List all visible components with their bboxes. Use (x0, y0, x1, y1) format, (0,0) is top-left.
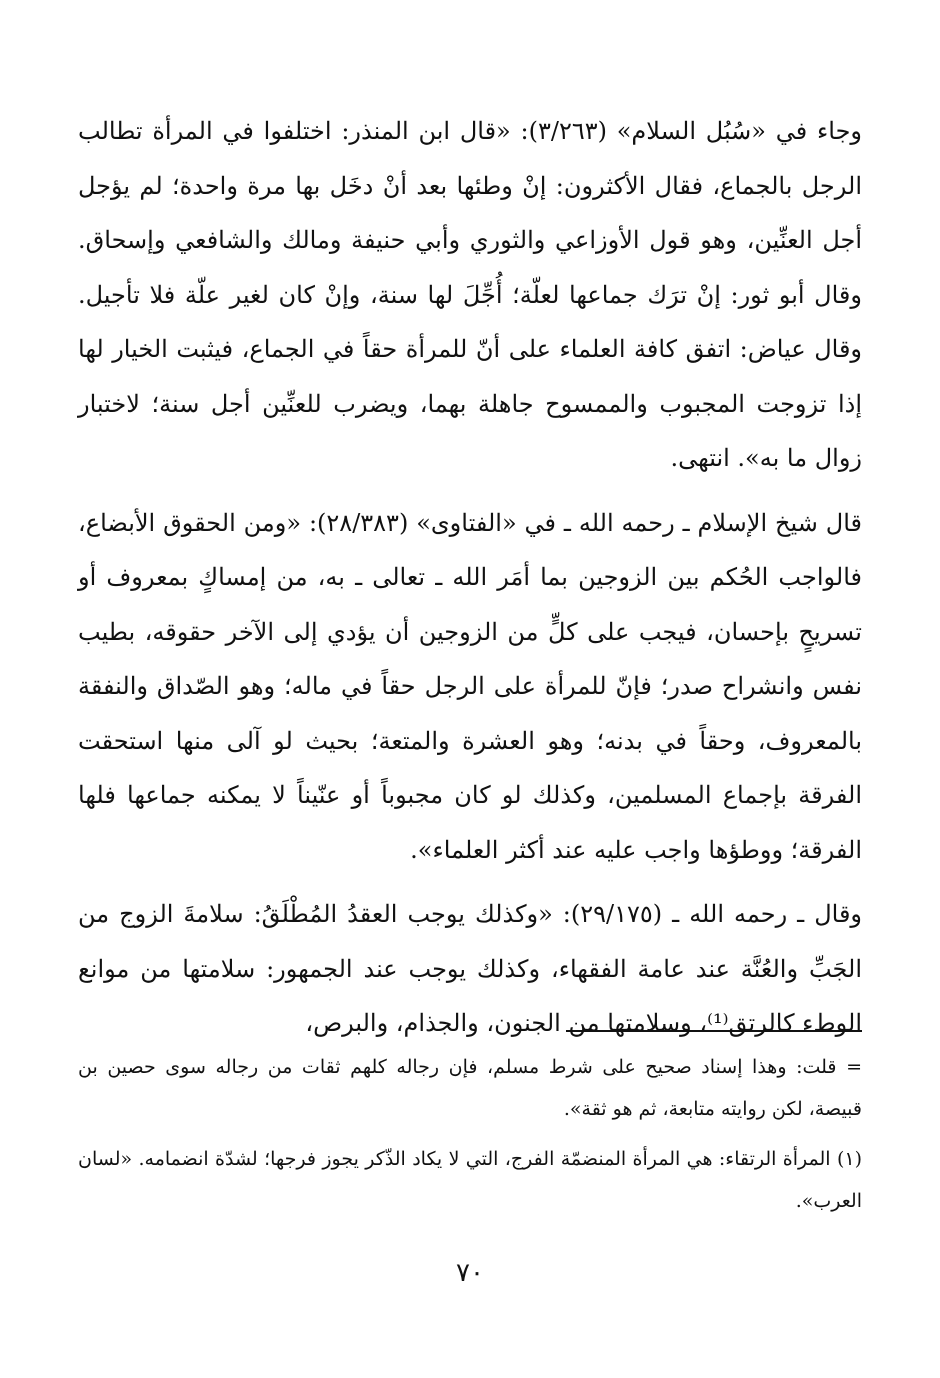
paragraph-subul-al-salam: وجاء في «سُبُل السلام» (٣/٢٦٣): «قال ابن المنذر: اختلفوا في المرأة تطالب الرجل بالجماع، فقال الأكثرون: إنْ وطئها بعد أنْ دخَل بها مرة واحدة؛ لم يؤجل أجل العنِّين، وهو قول الأوزاعي والثوري وأبي حنيفة ومالك والشافعي وإسحاق. وقال أبو ثور: إنْ ترَك جماعها لعلّة؛ أُجِّلَ لها سنة، وإنْ كان لغير علّة فلا تأجيل. وقال عياض: اتفق كافة العلماء على أنّ للمرأة حقاً في الجماع، فيثبت الخيار لها إذا تزوجت المجبوب والممسوح جاهلة بهما، ويضرب للعنِّين أجل سنة؛ لاختبار زوال ما به». انتهى. (78, 117, 863, 472)
footnote-continuation: = قلت: وهذا إسناد صحيح على شرط مسلم، فإن رجاله كلهم ثقات من رجاله سوى حصين بن قبيصة، لكن روايته متابعة، ثم هو ثقة». (78, 1056, 862, 1120)
footnotes-block (78, 1046, 862, 1222)
main-text-block (78, 104, 862, 1051)
paragraph-marriage-contract: وقال ـ رحمه الله ـ (٢٩/١٧٥): «وكذلك يوجب العقدُ المُطْلَقُ: سلامةَ الزوج من الجَبِّ والعُنَّة عند عامة الفقهاء، وكذلك يوجب عند الجمهور: سلامتها من موانع الوطء كالرتق⁽¹⁾، وسلامتها من الجنون، والجذام، والبرص، (78, 900, 863, 1037)
paragraph-ibn-taymiyyah-fatawa: قال شيخ الإسلام ـ رحمه الله ـ في «الفتاوى» (٢٨/٣٨٣): «ومن الحقوق الأبضاع، فالواجب الحُكم بين الزوجين بما أمَر الله ـ تعالى ـ به، من إمساكٍ بمعروف أو تسريحٍ بإحسان، فيجب على كلٍّ من الزوجين أن يؤدي إلى الآخر حقوقه، بطيب نفس وانشراح صدر؛ فإنّ للمرأة على الرجل حقاً في ماله؛ وهو الصّداق والنفقة بالمعروف، وحقاً في بدنه؛ وهو العشرة والمتعة؛ بحيث لو آلى منها استحقت الفرقة بإجماع المسلمين، وكذلك لو كان مجبوباً أو عنّيناً لا يمكنه جماعها فلها الفرقة؛ ووطؤها واجب عليه عند أكثر العلماء». (78, 508, 863, 864)
page-number: ٧٠ (456, 1258, 484, 1288)
footnote-separator (566, 1030, 862, 1032)
footnote-1: (١) المرأة الرتقاء: هي المرأة المنضمّة الفرج، التي لا يكاد الذّكر يجوز فرجها؛ لشدّة انضمامه. «لسان العرب». (78, 1148, 862, 1212)
